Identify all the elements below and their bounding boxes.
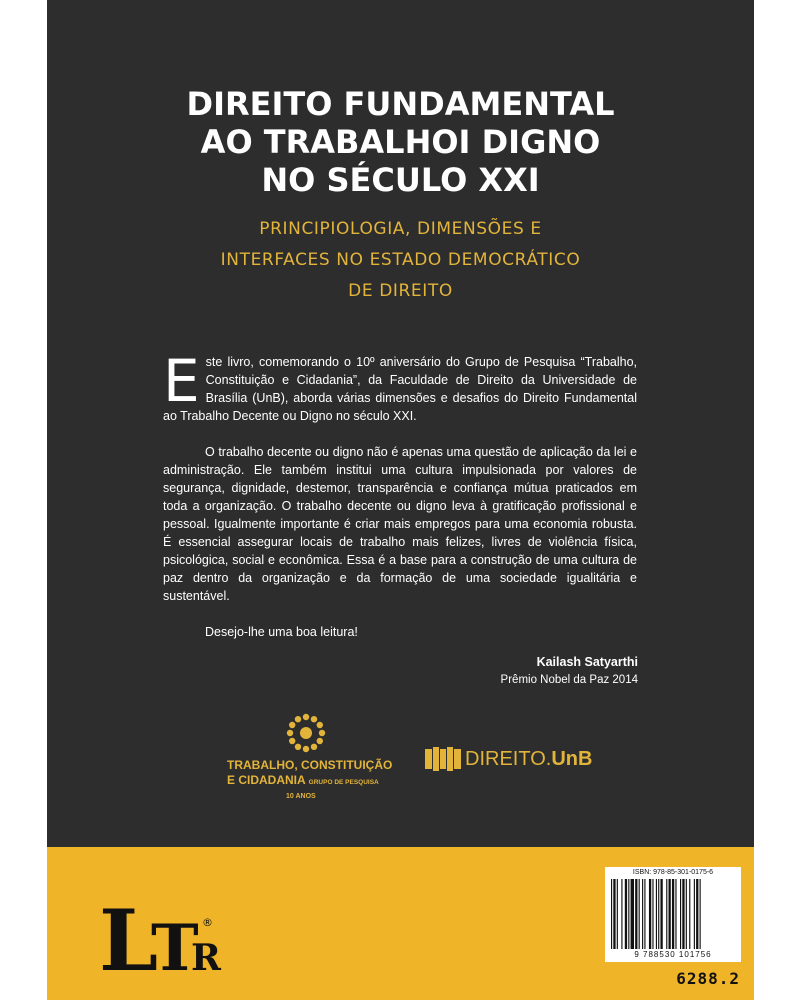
title-line-1: DIREITO FUNDAMENTAL [186, 85, 615, 123]
barcode [605, 867, 741, 962]
research-group-logo [227, 713, 407, 803]
logo-group-line-2-text: E CIDADANIA [227, 773, 306, 787]
barcode-digits: 9 788530 101756 [634, 950, 712, 959]
logo-group-line-2 [227, 773, 379, 787]
logo-group-years: 10 ANOS [286, 793, 316, 800]
direito-unb-bold: UnB [551, 748, 593, 770]
direito-unb-text [465, 746, 592, 772]
barcode-bars [611, 879, 735, 949]
catalog-code: 6288.2 [676, 969, 740, 988]
logo-group-small-text: GRUPO DE PESQUISA [308, 779, 379, 786]
drop-cap: E [163, 347, 200, 415]
title-line-3: NO SÉCULO XXI [261, 161, 540, 199]
svg-text:L: L [99, 892, 159, 982]
svg-text:T: T [151, 911, 199, 982]
ltr-publisher-logo [99, 892, 239, 982]
signature-name: Kailash Satyarthi [536, 655, 638, 669]
book-icon [425, 747, 461, 771]
back-cover [47, 0, 754, 1000]
isbn-text: ISBN: 978-85-301-0175-6 [632, 869, 714, 876]
svg-text:R: R [191, 937, 221, 979]
bottom-band [47, 847, 754, 1000]
signature-role: Prêmio Nobel da Paz 2014 [500, 674, 638, 686]
book-title [47, 85, 754, 199]
direito-unb-plain: DIREITO. [465, 748, 552, 770]
subtitle-line-3: DE DIREITO [348, 281, 453, 301]
greeting: Desejo-lhe uma boa leitura! [205, 625, 358, 639]
registered-mark: ® [202, 916, 213, 929]
blurb [163, 347, 637, 641]
sun-emblem-icon [286, 713, 326, 753]
blurb-paragraph-2: O trabalho decente ou digno não é apenas uma questão de aplicação da lei e administração. Ele também institui uma cultura impulsionada por valores de segurança, dignidade, destemor, transparência e confiança mútua praticados em toda a organização. O trabalho decente ou digno leva à gratificação profissional e pessoal. Igualmente importante é criar mais empregos para uma economia robusta. É essencial assegurar locais de trabalho mais felizes, livres de violência física, psicológica, social e econômica. Essa é a base para a construção de uma cultura de paz dentro da organização e da formação de uma sociedade igualitária e sustentável. [163, 445, 637, 603]
blurb-paragraph-1-text: ste livro, comemorando o 10º aniversário do Grupo de Pesquisa “Trabalho, Constituição e Cidadania”, da Faculdade de Direito da Universidade de Brasília (UnB), aborda várias dimensões e desafios do Direito Fundamental ao Trabalho Decente ou Digno no século XXI. [163, 355, 637, 423]
signature [501, 653, 638, 689]
blurb-paragraph-1 [163, 347, 637, 425]
subtitle-line-2: INTERFACES NO ESTADO DEMOCRÁTICO [220, 250, 581, 270]
title-line-2: AO TRABALHOI DIGNO [200, 123, 601, 161]
subtitle-line-1: PRINCIPIOLOGIA, DIMENSÕES E [259, 219, 542, 239]
book-subtitle [47, 214, 754, 307]
logo-group-line-1: TRABALHO, CONSTITUIÇÃO [227, 758, 393, 772]
